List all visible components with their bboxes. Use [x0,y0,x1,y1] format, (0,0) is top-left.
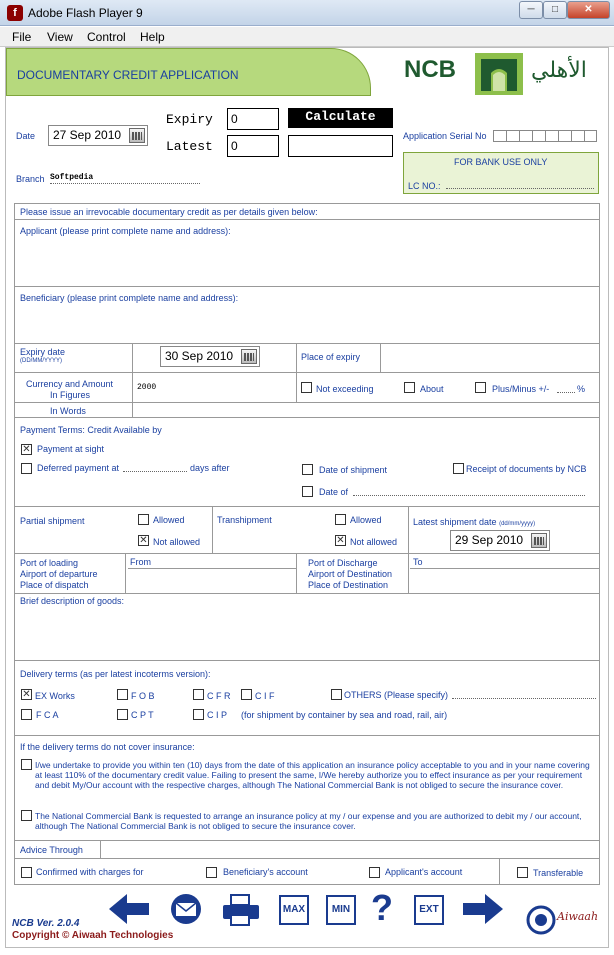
printer-icon[interactable] [221,893,261,927]
beneficiary-label: Beneficiary (please print complete name and address): [20,293,239,303]
close-button[interactable]: ✕ [567,1,610,19]
plusminus-label: Plus/Minus +/- [492,384,550,394]
in-figures-label: In Figures [50,390,91,400]
ncb-emblem-icon [473,51,525,97]
expiry-date-label: Expiry date [20,347,66,357]
beneficiary-account-label: Beneficiary's account [223,867,308,877]
date-shipment-checkbox[interactable] [302,464,313,475]
expiry-label: Expiry [166,112,213,127]
place-expiry-label: Place of expiry [301,352,361,362]
cif-checkbox[interactable] [241,689,252,700]
fob-label: F O B [131,691,155,701]
help-icon[interactable]: ? [371,887,393,928]
menu-help[interactable]: Help [140,30,165,44]
latest-label: Latest [166,139,213,154]
cfr-label: C F R [207,691,231,701]
days-after-label: days after [190,463,230,473]
trans-not-allowed-label: Not allowed [350,537,398,547]
applicant-account-checkbox[interactable] [369,867,380,878]
about-label: About [420,384,444,394]
from-input[interactable] [128,568,296,590]
insurance-opt2-text: The National Commercial Bank is requested to arrange an insurance policy at my / our expense and you are authorized to debit my / our account, although The National Commercial Bank is not obliged to secure the insurance cover. [35,811,582,831]
payment-terms-title: Payment Terms: Credit Available by [20,425,162,435]
lc-no-field[interactable] [446,188,594,189]
percent-label: % [577,384,586,394]
bank-use-title: FOR BANK USE ONLY [454,157,548,167]
cpt-checkbox[interactable] [117,709,128,720]
forward-arrow-icon[interactable] [461,892,505,926]
window-title: Adobe Flash Player 9 [28,6,143,20]
form-header [6,48,371,96]
latest-shipment-date-field[interactable]: 29 Sep 2010 [450,530,550,551]
calendar-icon[interactable] [241,349,257,364]
plusminus-checkbox[interactable] [475,382,486,393]
others-checkbox[interactable] [331,689,342,700]
date-of-input[interactable] [353,495,585,496]
goods-label: Brief description of goods: [20,596,125,606]
cip-checkbox[interactable] [193,709,204,720]
partial-not-allowed-checkbox[interactable]: ✕ [139,535,148,546]
deferred-days-input[interactable] [123,471,187,472]
date-field[interactable]: 27 Sep 2010 [48,125,148,146]
transferable-checkbox[interactable] [517,867,528,878]
menu-control[interactable]: Control [87,30,126,44]
deferred-checkbox[interactable] [21,463,32,474]
deferred-label: Deferred payment at [37,463,120,473]
exit-button[interactable]: EXT [414,895,444,925]
title-bar [0,0,614,26]
insurance-opt1-text: I/we undertake to provide you within ten (10) days from the date of this application an insurance policy acceptable to you and in your name covering at least 110% of the documentary credit value. Failing to present the same, I/We hereby authorize you to effect insurance as per your requirement and debit My/Our account with the respective charges, although The National Commercial Bank is not obliged to secure the insurance cover. [35,760,590,790]
currency-label: Currency and Amount [26,379,114,389]
port-loading-label: Port of loading Airport of departure Place of dispatch [20,558,98,590]
flash-app-icon: f [7,5,23,21]
receipt-docs-label: Receipt of documents by NCB [466,464,587,474]
serial-input[interactable] [493,130,597,142]
calc-result-field[interactable] [288,135,393,157]
branch-input[interactable]: Softpedia [50,173,200,184]
date-of-label: Date of [319,487,349,497]
maximize-button[interactable]: □ [543,1,567,19]
beneficiary-input[interactable] [18,306,596,342]
latest-shipment-label: Latest shipment date (dd/mm/yyyy) [413,517,536,527]
insurance-opt1-checkbox[interactable] [21,759,32,770]
others-label: OTHERS (Please specify) [344,690,449,700]
serial-label: Application Serial No [403,131,487,141]
calculate-button[interactable]: Calculate [288,108,393,128]
from-label: From [130,557,151,567]
email-icon[interactable] [168,893,204,925]
fca-label: F C A [36,710,59,720]
date-label: Date [16,131,36,141]
expiry-date-field[interactable]: 30 Sep 2010 [160,346,260,367]
trans-not-allowed-checkbox[interactable]: ✕ [336,535,345,546]
menu-file[interactable]: File [12,30,32,44]
expiry-input[interactable]: 0 [227,108,279,130]
cpt-label: C P T [131,710,154,720]
insurance-title: If the delivery terms do not cover insurance: [20,742,195,752]
partial-shipment-label: Partial shipment [20,516,85,526]
not-exceeding-label: Not exceeding [316,384,374,394]
transferable-label: Transferable [533,868,584,878]
applicant-account-label: Applicant's account [385,867,463,877]
bank-use-box [403,152,599,194]
applicant-label: Applicant (please print complete name and address): [20,226,231,236]
ncb-logo-text: NCB [404,56,456,83]
lc-no-label: LC NO.: [408,181,441,191]
minimize-button[interactable]: ─ [519,1,543,19]
copyright-text: Copyright © Aiwaah Technologies [12,930,174,941]
version-text: NCB Ver. 2.0.4 [12,918,80,929]
fob-checkbox[interactable] [117,689,128,700]
cif-label: C I F [255,691,275,701]
confirmed-checkbox[interactable] [21,867,32,878]
advice-label: Advice Through [20,845,83,855]
amount-input[interactable]: 2000 [137,383,157,392]
menu-view[interactable]: View [47,30,73,44]
back-arrow-icon[interactable] [107,892,151,926]
calendar-icon[interactable] [531,533,547,548]
branch-label: Branch [16,174,45,184]
advice-input[interactable] [102,842,598,856]
to-label: To [413,557,423,567]
partial-allowed-checkbox[interactable] [138,514,149,525]
cip-label: C I P [207,710,228,720]
plusminus-input[interactable] [557,392,575,393]
container-note: (for shipment by container by sea and road, rail, air) [241,710,448,720]
intro-text: Please issue an irrevocable documentary credit as per details given below: [20,207,318,217]
about-checkbox[interactable] [404,382,415,393]
payment-sight-checkbox[interactable]: ✕ [22,444,31,455]
delivery-title: Delivery terms (as per latest incoterms version): [20,669,211,679]
to-input[interactable] [410,568,599,590]
insurance-opt2-checkbox[interactable] [21,810,32,821]
form-title: DOCUMENTARY CREDIT APPLICATION [17,68,239,82]
date-of-checkbox[interactable] [302,486,313,497]
menu-bar [0,27,614,47]
goods-input[interactable] [18,608,596,658]
cfr-checkbox[interactable] [193,689,204,700]
aiwaah-logo-icon [526,905,556,935]
date-shipment-label: Date of shipment [319,465,388,475]
latest-input[interactable]: 0 [227,135,279,157]
trans-allowed-label: Allowed [350,515,382,525]
exw-checkbox[interactable]: ✕ [22,689,31,700]
port-discharge-label: Port of Discharge Airport of Destination Place of Destination [308,558,393,590]
in-words-label: In Words [50,406,86,416]
confirmed-label: Confirmed with charges for [36,867,144,877]
receipt-docs-checkbox[interactable] [453,463,464,474]
applicant-input[interactable] [18,240,596,284]
payment-sight-label: Payment at sight [37,444,105,454]
min-button[interactable]: MIN [326,895,356,925]
expiry-date-format: (DD/MM/YYYY) [20,358,62,364]
trans-allowed-checkbox[interactable] [335,514,346,525]
transhipment-label: Transhipment [217,515,272,525]
ncb-arabic-logo: الأهلي [531,58,587,83]
exw-label: EX Works [35,691,75,701]
aiwaah-logo-text: Aiwaah [557,910,599,923]
not-exceeding-checkbox[interactable] [301,382,312,393]
partial-allowed-label: Allowed [153,515,185,525]
calendar-icon[interactable] [129,128,145,143]
others-input[interactable] [452,698,596,699]
beneficiary-account-checkbox[interactable] [206,867,217,878]
partial-not-allowed-label: Not allowed [153,537,201,547]
max-button[interactable]: MAX [279,895,309,925]
fca-checkbox[interactable] [21,709,32,720]
